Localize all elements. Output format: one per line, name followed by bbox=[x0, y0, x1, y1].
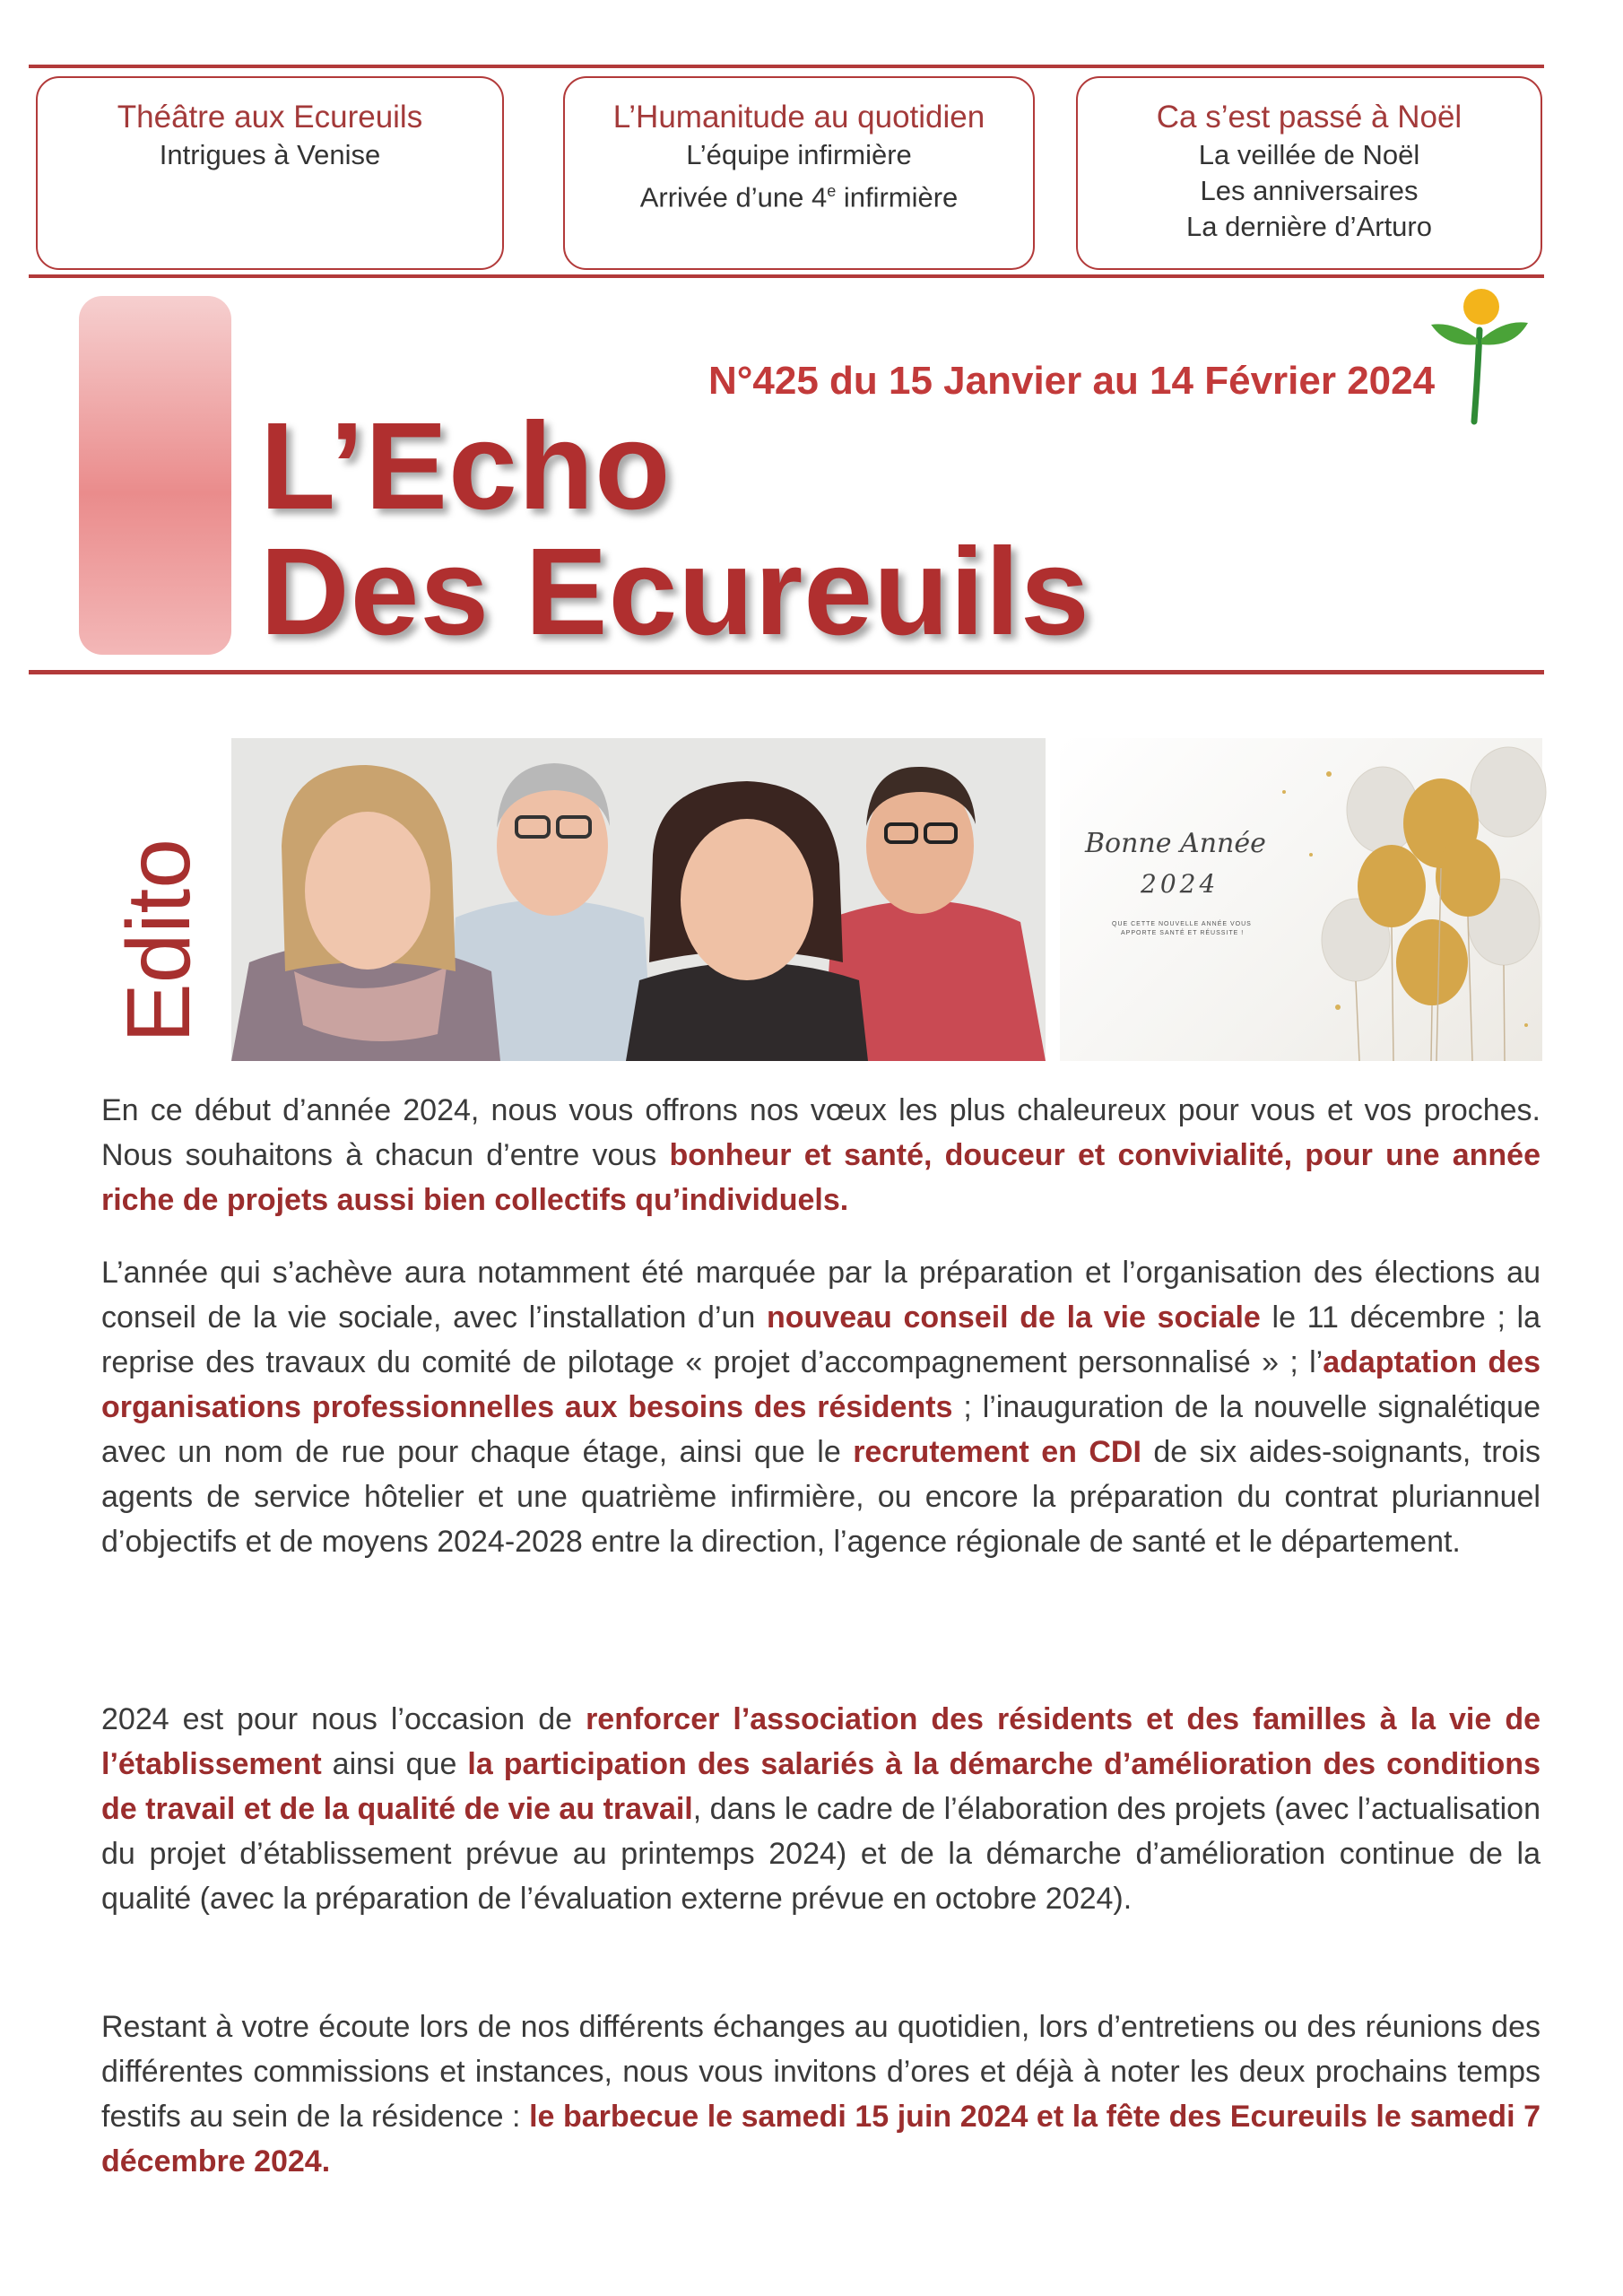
teaser-line bbox=[565, 173, 1033, 215]
teaser-line: La veillée de Noël bbox=[1198, 139, 1420, 170]
paragraph-text: , dans le cadre de l’élaboration des projets (avec l’actualisation du projet d’établissement prévue au printemps 2024) et de la démarche d’amélioration continue de la qualité (avec la préparation de l’évaluation externe prévue en octobre 2024). bbox=[101, 1792, 1541, 1916]
team-photo-illustration bbox=[231, 738, 1046, 1061]
card-wish-2: APPORTE SANTÉ ET RÉUSSITE ! bbox=[1121, 930, 1245, 936]
masthead-bottom-rule bbox=[29, 670, 1544, 674]
edito-paragraph-1 bbox=[101, 1088, 1541, 1222]
paragraph-highlight: nouveau conseil de la vie sociale bbox=[767, 1300, 1261, 1335]
newsletter-title-line1: L’Echo bbox=[260, 397, 672, 535]
paragraph-highlight: recrutement en CDI bbox=[853, 1435, 1141, 1469]
header-bottom-rule bbox=[29, 274, 1544, 278]
team-photo bbox=[231, 738, 1046, 1061]
edito-paragraph-2 bbox=[101, 1250, 1541, 1564]
paragraph-highlight: la participation des salariés à la démarche d’amélioration des conditions de travail et de la qualité de vie au travail bbox=[101, 1747, 1541, 1826]
paragraph-text: L’année qui s’achève aura notamment été marquée par la préparation et l’organisation des élections au conseil de la vie sociale, avec l’installation d’un bbox=[101, 1256, 1541, 1335]
newsletter-title-line2: Des Ecureuils bbox=[260, 523, 1090, 661]
superscript: e bbox=[827, 182, 837, 200]
card-year: 2024 bbox=[1141, 869, 1219, 899]
edito-paragraph-3 bbox=[101, 1697, 1541, 1921]
teaser-line: La dernière d’Arturo bbox=[1186, 211, 1432, 242]
teaser-box-noel[interactable] bbox=[1076, 76, 1542, 270]
teaser-title: Théâtre aux Ecureuils bbox=[117, 100, 423, 135]
edito-label bbox=[108, 794, 209, 1045]
issue-number: N°425 du 15 Janvier au 14 Février 2024 bbox=[708, 359, 1436, 403]
card-wish-1: QUE CETTE NOUVELLE ANNÉE VOUS bbox=[1112, 921, 1252, 927]
teaser-line-text: Arrivée d’une 4 bbox=[639, 181, 828, 213]
teaser-line: Les anniversaires bbox=[1200, 175, 1419, 206]
paragraph-text: ainsi que bbox=[321, 1747, 468, 1781]
card-greeting: Bonne Année bbox=[1085, 828, 1266, 859]
paragraph-text: ; l’inauguration de la nouvelle signalétique avec un nom de rue pour chaque étage, ainsi que le bbox=[101, 1390, 1541, 1469]
top-rule bbox=[29, 65, 1544, 68]
edito-paragraph-4 bbox=[101, 2005, 1541, 2184]
teaser-line: L’équipe infirmière bbox=[686, 139, 912, 170]
edito-label-text: Edito bbox=[108, 839, 209, 1043]
paragraph-highlight: renforcer l’association des résidents et des familles à la vie de l’établissement bbox=[101, 1702, 1541, 1781]
new-year-card bbox=[1060, 738, 1542, 1061]
paragraph-text: En ce début d’année 2024, nous vous offrons nos vœux les plus chaleureux pour vous et vos proches. Nous souhaitons à chacun d’entre vous bbox=[101, 1093, 1541, 1172]
teaser-box-theatre[interactable] bbox=[36, 76, 504, 270]
paragraph-text: 2024 est pour nous l’occasion de bbox=[101, 1702, 586, 1736]
title-decoration-block bbox=[79, 296, 231, 655]
teaser-box-humanitude[interactable] bbox=[563, 76, 1035, 270]
paragraph-highlight: bonheur et santé, douceur et convivialité, pour une année riche de projets aussi bien collectifs qu’individuels. bbox=[101, 1138, 1541, 1217]
teaser-title: Ca s’est passé à Noël bbox=[1156, 100, 1462, 135]
teaser-title: L’Humanitude au quotidien bbox=[612, 100, 985, 135]
paragraph-highlight: adaptation des organisations professionnelles aux besoins des résidents bbox=[101, 1345, 1541, 1424]
teaser-line: Intrigues à Venise bbox=[159, 139, 381, 170]
teaser-line-text: infirmière bbox=[836, 181, 959, 213]
paragraph-text: de six aides-soignants, trois agents de service hôtelier et une quatrième infirmière, ou encore la préparation du contrat pluriannuel d’objectifs et de moyens 2024-2028 entre la direction, l’agence régionale de santé et le département. bbox=[101, 1435, 1541, 1559]
paragraph-text: le 11 décembre ; la reprise des travaux du comité de pilotage « projet d’accompagnement personnalisé » ; l’ bbox=[101, 1300, 1541, 1379]
paragraph-highlight: le barbecue le samedi 15 juin 2024 et la fête des Ecureuils le samedi 7 décembre 2024. bbox=[101, 2100, 1541, 2179]
sprout-logo-icon bbox=[1426, 285, 1533, 429]
balloons-illustration bbox=[1060, 738, 1542, 1061]
paragraph-text: Restant à votre écoute lors de nos différents échanges au quotidien, lors d’entretiens ou des réunions des différentes commissions et instances, nous vous invitons d’ores et déjà à noter les deux prochains temps festifs au sein de la résidence : bbox=[101, 2010, 1541, 2134]
